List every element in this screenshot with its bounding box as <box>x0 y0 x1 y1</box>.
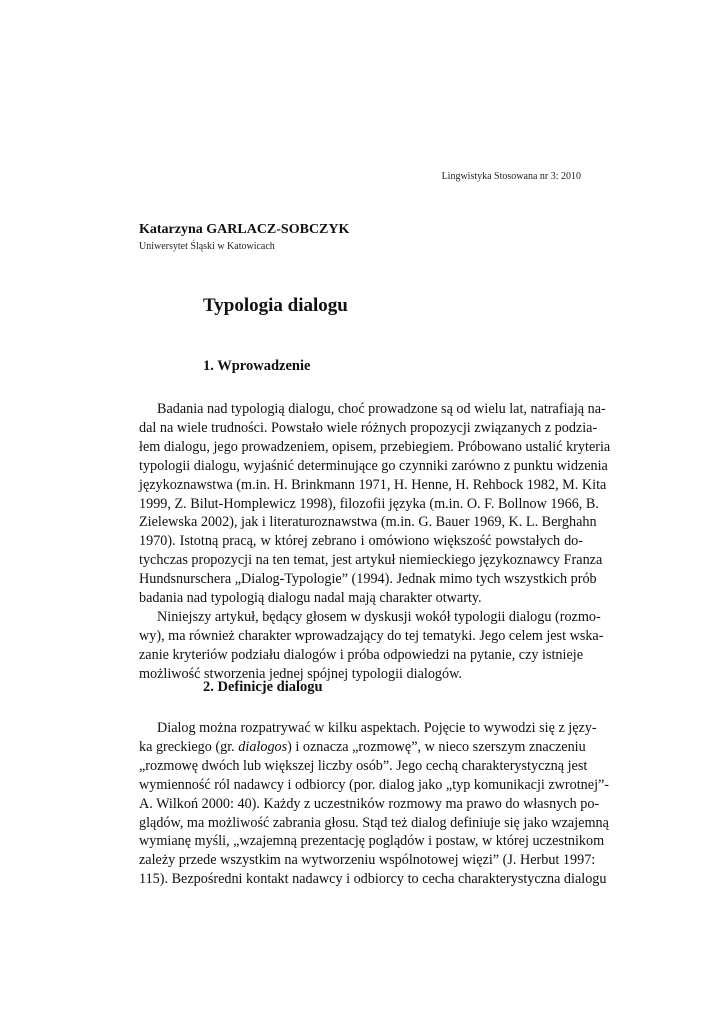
journal-header: Lingwistyka Stosowana nr 3: 2010 <box>441 171 581 182</box>
paper-title: Typologia dialogu <box>203 295 348 316</box>
text-line: 1970). Istotną pracą, w której zebrano i omówiono większość powstałych do- <box>139 533 583 550</box>
text-line: dal na wiele trudności. Powstało wiele różnych propozycji związanych z podzia- <box>139 419 598 436</box>
paragraph <box>139 608 604 684</box>
text-line: tychczas propozycji na ten temat, jest artykuł niemieckiego językoznawcy Franza <box>139 552 603 569</box>
section-heading-definitions: 2. Definicje dialogu <box>203 679 323 695</box>
author-affiliation: Uniwersytet Śląski w Katowicach <box>139 241 275 252</box>
text-line: zanie kryteriów podziału dialogów i próba odpowiedzi na pytanie, czy istnieje <box>139 646 584 663</box>
text-line: „rozmowę dwóch lub większej liczby osób”. Jego cechą charakterystyczną jest <box>139 757 588 774</box>
text-line: 1999, Z. Bilut-Homplewicz 1998), filozofii języka (m.in. O. F. Bollnow 1966, B. <box>139 495 599 512</box>
text-line: 115). Bezpośredni kontakt nadawcy i odbiorcy to cecha charakterystyczna dialogu <box>139 871 607 888</box>
text-line: językoznawstwa (m.in. H. Brinkmann 1971, H. Henne, H. Rehbock 1982, M. Kita <box>139 476 607 493</box>
text-line: wymianę myśli, „wzajemną prezentację poglądów i postaw, w której uczestnikom <box>139 833 605 850</box>
italic-term: dialogos <box>238 738 288 755</box>
text-line: wymienność ról nadawcy i odbiorcy (por. dialog jako „typ komunikacji zwrotnej”- <box>139 776 610 793</box>
section-body-introduction <box>139 400 611 684</box>
text-line: Dialog można rozpatrywać w kilku aspektach. Pojęcie to wywodzi się z języ- <box>157 720 597 736</box>
text-line: A. Wilkoń 2000: 40). Każdy z uczestników rozmowy ma prawo do własnych po- <box>139 795 600 812</box>
text-line: glądów, ma możliwość zabrania głosu. Stąd też dialog definiuje się jako wzajemną <box>139 814 609 831</box>
text-line: wy), ma również charakter wprowadzający do tej tematyki. Jego celem jest wska- <box>139 627 604 644</box>
text-line: Niniejszy artykuł, będący głosem w dyskusji wokół typologii dialogu (rozmo- <box>157 608 601 625</box>
text-line: możliwość stworzenia jednej spójnej typologii dialogów. <box>139 665 462 682</box>
text-line: Badania nad typologią dialogu, choć prowadzone są od wielu lat, natrafiają na- <box>157 401 606 417</box>
paragraph <box>139 719 610 889</box>
paragraph <box>139 400 611 608</box>
section-heading-introduction: 1. Wprowadzenie <box>203 358 311 374</box>
author-name: Katarzyna GARLACZ-SOBCZYK <box>139 222 350 237</box>
text-line: badania nad typologią dialogu nadal mają charakter otwarty. <box>139 590 482 607</box>
section-body-definitions <box>139 719 610 889</box>
text-line: ka greckiego (gr. dialogos) i oznacza „rozmowę”, w nieco szerszym znaczeniu <box>139 738 586 755</box>
text-line: łem dialogu, jego prowadzeniem, opisem, przebiegiem. Próbowano ustalić kryteria <box>139 438 611 455</box>
text-line: Hundsnurschera „Dialog-Typologie” (1994). Jednak mimo tych wszystkich prób <box>139 571 597 588</box>
text-line: zależy przede wszystkim na wytworzeniu wspólnotowej więzi” (J. Herbut 1997: <box>139 852 596 869</box>
text-line: typologii dialogu, wyjaśnić determinujące go czynniki zarówno z punktu widzenia <box>139 457 608 474</box>
text-line: Zielewska 2002), jak i literaturoznawstwa (m.in. G. Bauer 1969, K. L. Berghahn <box>139 514 597 531</box>
